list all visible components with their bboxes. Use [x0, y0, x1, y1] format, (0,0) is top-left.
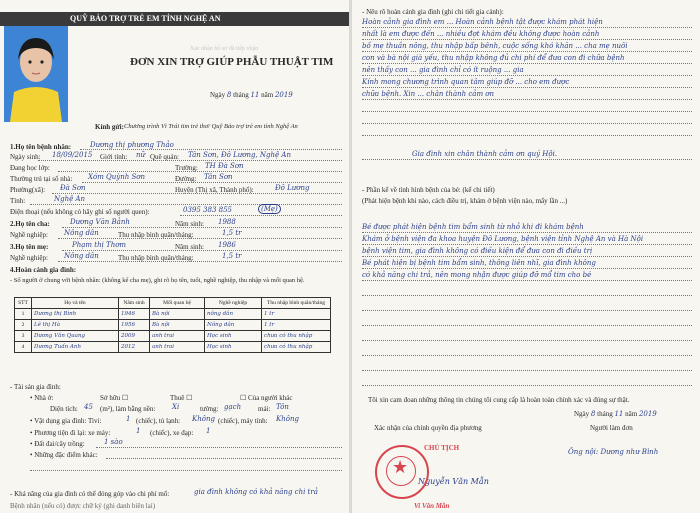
form-page-right: [352, 0, 700, 513]
reason-line: bố mẹ thuần nông, thu nhập bấp bênh, cuộc sống khó khăn ... cha mẹ nuôi: [362, 42, 628, 50]
local-title: CHỦ TỊCH: [424, 444, 460, 452]
local-signature: Nguyễn Văn Mẫn: [418, 477, 489, 486]
father-income-label: Thu nhập bình quân/tháng:: [118, 231, 194, 239]
bike-value: 1: [206, 427, 211, 435]
family-sub: - Số người ở chung với bệnh nhân: (không kể cha mẹ), ghi rõ họ tên, tuổi, nghề nghiệp, thu nhập và mối quan hệ.: [10, 277, 305, 284]
district-label: Huyện (Thị xã, Thành phố):: [175, 186, 254, 194]
ward-value: Đà Sơn: [60, 184, 86, 192]
stamp-star-icon: ★: [392, 457, 409, 477]
table-row: 1 Dương thị Bình 1946 Bà nội nông dân 1 tr: [15, 309, 331, 320]
street-label: Đường:: [175, 175, 197, 183]
diagnosis-sub: (Phát hiện bệnh khi nào, cách điều trị, khám ở bệnh viện nào, mấy lần ...): [362, 197, 568, 205]
street-value: Tân Sơn: [204, 173, 233, 181]
province-value: Nghệ An: [54, 195, 86, 203]
table-row: 2 Lê thị Hà 1956 Bà nội Nông dân 1 tr: [15, 320, 331, 331]
mother-income-label: Thu nhập bình quân/tháng:: [118, 254, 194, 262]
mother-label: 3.Họ tên mẹ:: [10, 243, 49, 251]
dob-value: 18/09/2015: [52, 151, 93, 159]
origin-label: Quê quán:: [150, 153, 179, 161]
own-checkbox-icon: ☐: [121, 394, 129, 402]
car-label: (chiếc), xe đạp:: [150, 429, 194, 437]
phone-value: 0395 383 855: [183, 206, 232, 214]
phone-label: Điện thoại (nếu không có hãy ghi số người quen):: [10, 208, 150, 216]
area-label: Diện tích:: [50, 405, 78, 413]
school-label: Trường:: [175, 164, 198, 172]
father-year-label: Năm sinh:: [175, 220, 204, 228]
patient-name: Dương thị phương Thảo: [90, 141, 174, 149]
wall-value: gạch: [224, 403, 242, 411]
table-row: 3 Dương Văn Quang 2009 anh trai Học sinh chưa có thu nhập: [15, 331, 331, 342]
residence-label: Thường trú tại số nhà:: [10, 175, 73, 183]
father-label: 2.Họ tên cha:: [10, 220, 50, 228]
commitment-date: Ngày 8 tháng 11 năm 2019: [574, 410, 657, 418]
reason-line: con và bà nội già yếu, thu nhập không đủ chi phí để đưa con đi chữa bệnh: [362, 54, 625, 62]
family-table: [14, 297, 331, 353]
mother-year-label: Năm sinh:: [175, 243, 204, 251]
gender-value: nữ: [136, 151, 146, 159]
mother-name: Phạm thị Thơm: [72, 241, 127, 249]
cutoff-text: Bệnh nhân (nếu có) được chữ ký (ghi danh biên lai): [10, 502, 156, 510]
mother-job: Nông dân: [64, 252, 99, 260]
father-income: 1,5 tr: [222, 229, 242, 237]
local-name: Vi Văn Mẫn: [414, 502, 450, 510]
diagnosis-label: - Phần kể về tình hình bệnh của bé: (kể chi tiết): [362, 186, 495, 194]
local-label: Xác nhận của chính quyền địa phương: [374, 424, 482, 432]
mother-income: 1,5 tr: [222, 252, 242, 260]
form-date: Ngày 8 tháng 11 năm 2019: [210, 91, 293, 99]
wall-label: tường:: [200, 405, 219, 413]
washer-value: Không: [276, 415, 299, 423]
mother-year: 1986: [218, 241, 236, 249]
family-table-header: STT Họ và tên Năm sinh Mối quan hệ Nghề nghiệp Thu nhập bình quân/tháng: [15, 298, 331, 309]
fridge-value: Không: [192, 415, 215, 423]
family-label: 4.Hoàn cảnh gia đình:: [10, 266, 77, 274]
contrib-value: gia đình không có khả năng chi trả: [194, 488, 318, 496]
land-label: • Đất đai/cây trồng:: [30, 440, 85, 448]
assets-label: - Tài sản gia đình:: [10, 383, 61, 391]
land-value: 1 sào: [104, 438, 123, 446]
reason-line: Hoàn cảnh gia đình em ... Hoàn cảnh bệnh tật được khám phát hiện: [362, 18, 603, 26]
org-name: QUỸ BẢO TRỢ TRẺ EM TỈNH NGHỆ AN: [70, 14, 221, 23]
reason-closing: Gia đình xin chân thành cảm ơn quý Hội.: [412, 150, 558, 158]
ethnicity-label: Đang học lớp:: [10, 164, 50, 172]
father-job: Nông dân: [64, 229, 99, 237]
area-value: 45: [84, 403, 93, 411]
mother-job-label: Nghề nghiệp:: [10, 254, 48, 262]
vehicle-label: • Phương tiện đi lại: xe máy:: [30, 429, 111, 437]
floor-value: Xi: [172, 403, 180, 411]
addressee: Chương trình Vì Trái tim trẻ thơ/ Quỹ Bảo trợ trẻ em tỉnh Nghệ An: [124, 123, 298, 130]
applicant-label: Người làm đơn: [590, 424, 633, 432]
patient-photo: [4, 26, 68, 122]
official-stamp: [375, 445, 429, 499]
own-option[interactable]: Sở hữu ☐: [100, 394, 129, 402]
diagnosis-line: Khám ở bệnh viện đa khoa huyện Đô Lương, bệnh viện tỉnh Nghệ An và Hà Nội: [362, 235, 644, 243]
rent-checkbox-icon: ☐: [186, 394, 193, 402]
fridge-label: (chiếc), tủ lạnh:: [136, 417, 181, 425]
father-job-label: Nghề nghiệp:: [10, 231, 48, 239]
roof-label: mái:: [258, 405, 271, 413]
origin-value: Tân Sơn, Đô Lương, Nghệ An: [188, 151, 291, 159]
applicant-signature: Ông nội: Dương như Bình: [568, 448, 659, 456]
washer-label: (chiếc), máy tính:: [218, 417, 268, 425]
reason-line: chữa bệnh. Xin ... chân thành cảm ơn: [362, 90, 495, 98]
commitment-text: Tôi xin cam đoan những thông tin chúng tôi cung cấp là hoàn toàn chính xác và đúng sự thật.: [368, 396, 630, 404]
table-row: 4 Dương Tuấn Anh 2012 anh trai Học sinh chưa có thu nhập: [15, 342, 331, 353]
goods-label: • Vật dụng gia đình: Tivi:: [30, 417, 102, 425]
borrow-checkbox-icon: ☐: [240, 394, 247, 402]
contrib-label: - Khả năng của gia đình có thể đóng góp vào chi phí mổ:: [10, 490, 170, 498]
form-title: ĐƠN XIN TRỢ GIÚP PHẪU THUẬT TIM: [130, 56, 334, 68]
rent-option[interactable]: Thuê ☐: [170, 394, 193, 402]
roof-value: Tôn: [276, 403, 289, 411]
faint-text: Xác nhận hồ sơ đã tiếp nhận: [190, 46, 259, 52]
school-value: TH Đà Sơn: [205, 162, 244, 170]
phone-note: (Mẹ): [258, 204, 281, 214]
motorbike-value: 1: [136, 427, 141, 435]
diagnosis-line: bệnh viện tim, gia đình không có điều kiện để đưa con đi điều trị: [362, 247, 593, 255]
patient-label: 1.Họ tên bệnh nhân:: [10, 143, 72, 151]
area-unit: (m²), làm bằng nền:: [100, 405, 156, 413]
tv-value: 1: [126, 415, 131, 423]
father-year: 1988: [218, 218, 236, 226]
diagnosis-line: có khả năng chi trả, nên mong nhận được giúp đỡ mổ tim cho bé: [362, 271, 592, 279]
diagnosis-line: Bé được phát hiện bệnh tim bẩm sinh từ nhỏ khi đi khám bệnh: [362, 223, 584, 231]
father-name: Dương Văn Bảnh: [70, 218, 130, 226]
residence-value: Xóm Quỳnh Sơn: [88, 173, 146, 181]
form-page-left: [0, 0, 349, 513]
reason-label: - Nêu rõ hoàn cảnh gia đình (ghi chi tiết gia cảnh):: [362, 8, 504, 16]
other-label: • Những đặc điểm khác:: [30, 451, 98, 459]
district-value: Đô Lương: [275, 184, 310, 192]
dob-label: Ngày sinh:: [10, 153, 41, 161]
diagnosis-line: Bé phát hiện bị bệnh tim bẩm sinh, thông liên nhĩ, gia đình không: [362, 259, 596, 267]
house-label: • Nhà ở:: [30, 394, 54, 402]
reason-line: nên thấy con ... gia đình chỉ có ít ruộng ... gia: [362, 66, 524, 74]
borrow-option[interactable]: ☐ Của người khác: [240, 394, 293, 402]
addressee-label: Kính gửi:: [95, 123, 124, 131]
gender-label: Giới tính:: [100, 153, 128, 161]
ward-label: Phường(xã):: [10, 186, 46, 194]
reason-line: Kính mong chương trình quan tâm giúp đỡ ... cho em được: [362, 78, 570, 86]
province-label: Tỉnh:: [10, 197, 26, 205]
reason-line: nhất là em được đến ... nhiều đợt khám đều không được hoàn cảnh: [362, 30, 600, 38]
